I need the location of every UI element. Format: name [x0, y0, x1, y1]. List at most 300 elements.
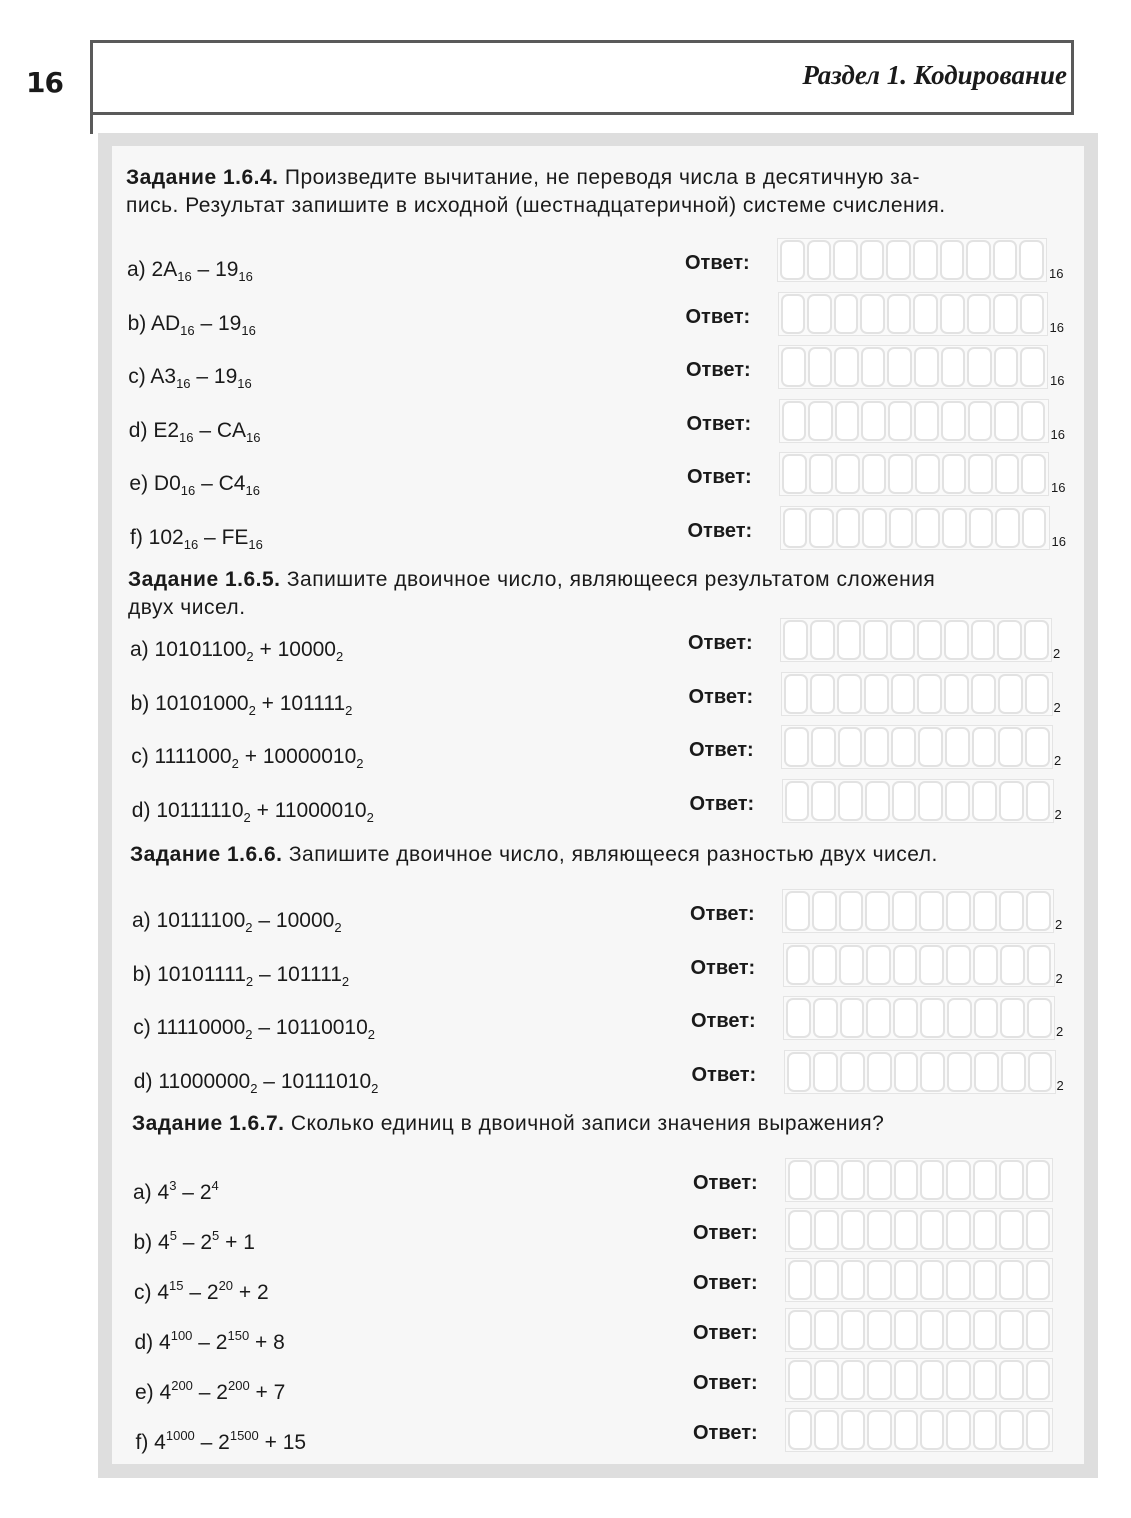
answer-digit-cell[interactable] — [788, 1160, 812, 1200]
answer-label: Ответ: — [688, 685, 754, 708]
answer-digit-cell[interactable] — [834, 347, 859, 387]
answer-digit-cell[interactable] — [920, 1260, 944, 1300]
answer-digit-cell[interactable] — [973, 1410, 997, 1450]
answer-digit-cell[interactable] — [785, 781, 810, 821]
answer-field[interactable] — [781, 725, 1053, 769]
answer-digit-cell[interactable] — [973, 1360, 997, 1400]
answer-digit-cell[interactable] — [811, 781, 836, 821]
answer-digit-cell[interactable] — [812, 891, 837, 931]
operand-base: 16 — [248, 537, 263, 552]
item-letter: b) — [130, 691, 150, 715]
answer-digit-cell[interactable] — [836, 508, 861, 548]
answer-field[interactable] — [782, 889, 1054, 933]
operand: AD — [150, 311, 181, 335]
answer-digit-cell[interactable] — [1019, 240, 1044, 280]
tail-term: + 7 — [255, 1381, 286, 1404]
answer-digit-cell[interactable] — [971, 674, 996, 714]
operand: 10101000 — [155, 691, 249, 715]
answer-digit-cell[interactable] — [967, 347, 992, 387]
answer-digit-cell[interactable] — [783, 620, 808, 660]
answer-base-subscript: 2 — [1054, 806, 1062, 822]
answer-digit-cell[interactable] — [1026, 1260, 1050, 1300]
answer-digit-cell[interactable] — [783, 508, 808, 548]
answer-digit-cell[interactable] — [782, 454, 807, 494]
answer-digit-cell[interactable] — [973, 891, 998, 931]
answer-digit-cell[interactable] — [920, 998, 945, 1038]
operand-base: 16 — [180, 483, 196, 499]
answer-digit-cell[interactable] — [887, 347, 912, 387]
answer-digit-cell[interactable] — [808, 401, 833, 441]
answer-digit-cell[interactable] — [968, 401, 993, 441]
answer-digit-cell[interactable] — [812, 945, 837, 985]
answer-digit-cell[interactable] — [1020, 347, 1045, 387]
answer-digit-cell[interactable] — [840, 998, 865, 1038]
answer-digit-cell[interactable] — [893, 945, 918, 985]
answer-digit-cell[interactable] — [1026, 1160, 1050, 1200]
problem-expression — [128, 312, 256, 338]
answer-digit-cell[interactable] — [809, 454, 834, 494]
answer-digit-cell[interactable] — [887, 294, 912, 334]
answer-digit-cell[interactable] — [891, 674, 916, 714]
answer-field[interactable] — [783, 996, 1055, 1040]
answer-digit-cell[interactable] — [1026, 1210, 1050, 1250]
tail-term: + 2 — [238, 1281, 269, 1304]
answer-field[interactable] — [780, 506, 1050, 550]
answer-field[interactable] — [780, 618, 1052, 662]
answer-digit-cell[interactable] — [788, 1360, 812, 1400]
answer-digit-cell[interactable] — [781, 347, 806, 387]
operand-base: 2 — [336, 649, 344, 664]
answer-digit-cell[interactable] — [865, 781, 890, 821]
answer-digit-cell[interactable] — [892, 781, 917, 821]
answer-digit-cell[interactable] — [973, 1310, 997, 1350]
answer-digit-cell[interactable] — [890, 620, 915, 660]
answer-digit-cell[interactable] — [972, 781, 997, 821]
answer-digit-cell[interactable] — [838, 727, 863, 767]
item-letter: e) — [129, 472, 149, 496]
answer-digit-cell[interactable] — [841, 1160, 865, 1200]
answer-digit-cell[interactable] — [966, 240, 991, 280]
answer-digit-cell[interactable] — [974, 998, 999, 1038]
answer-digit-cell[interactable] — [994, 401, 1019, 441]
answer-digit-cell[interactable] — [917, 674, 942, 714]
answer-digit-cell[interactable] — [862, 508, 887, 548]
answer-digit-cell[interactable] — [999, 1360, 1023, 1400]
answer-field[interactable] — [785, 1408, 1053, 1452]
answer-digit-cell[interactable] — [888, 454, 913, 494]
answer-digit-cell[interactable] — [782, 401, 807, 441]
answer-digit-cell[interactable] — [968, 454, 993, 494]
answer-label: Ответ: — [690, 903, 755, 925]
answer-base-subscript: 2 — [1055, 970, 1063, 986]
answer-digit-cell[interactable] — [942, 454, 967, 494]
answer-field[interactable] — [785, 1308, 1053, 1352]
operator: – — [258, 1016, 271, 1040]
operand-base: 2 — [371, 1080, 379, 1096]
operand: D0 — [153, 472, 181, 496]
answer-digit-cell[interactable] — [944, 674, 969, 714]
answer-digit-cell[interactable] — [993, 294, 1018, 334]
answer-digit-cell[interactable] — [918, 727, 943, 767]
answer-digit-cell[interactable] — [941, 401, 966, 441]
answer-digit-cell[interactable] — [945, 781, 970, 821]
answer-digit-cell[interactable] — [1028, 1052, 1053, 1092]
answer-digit-cell[interactable] — [920, 1210, 944, 1250]
answer-field[interactable] — [779, 399, 1049, 443]
answer-digit-cell[interactable] — [946, 1360, 970, 1400]
answer-digit-cell[interactable] — [814, 1360, 838, 1400]
answer-digit-cell[interactable] — [810, 620, 835, 660]
answer-digit-cell[interactable] — [841, 1310, 865, 1350]
answer-digit-cell[interactable] — [920, 1410, 944, 1450]
answer-digit-cell[interactable] — [944, 620, 969, 660]
answer-digit-cell[interactable] — [863, 620, 888, 660]
answer-digit-cell[interactable] — [999, 1410, 1023, 1450]
answer-digit-cell[interactable] — [945, 727, 970, 767]
operand-base: 16 — [179, 429, 194, 445]
item-letter: f) — [135, 1431, 149, 1454]
answer-digit-cell[interactable] — [1025, 727, 1050, 767]
answer-digit-cell[interactable] — [861, 347, 886, 387]
operator: – — [189, 1281, 202, 1304]
task-label: Задание 1.6.4. — [126, 166, 279, 189]
answer-digit-cell[interactable] — [1021, 401, 1046, 441]
operand: 10000 — [275, 909, 335, 932]
task-text: Произведите вычитание, не переводя числа в десятичную за- — [284, 166, 920, 189]
exponent: 100 — [170, 1328, 193, 1343]
operand: 10111110 — [156, 798, 244, 822]
answer-digit-cell[interactable] — [787, 1052, 812, 1092]
answer-digit-cell[interactable] — [886, 240, 911, 280]
answer-digit-cell[interactable] — [997, 620, 1022, 660]
item-letter: a) — [132, 909, 151, 932]
answer-digit-cell[interactable] — [1021, 454, 1046, 494]
answer-digit-cell[interactable] — [814, 1410, 838, 1450]
problem-expression — [133, 1178, 219, 1205]
answer-digit-cell[interactable] — [839, 945, 864, 985]
answer-digit-cell[interactable] — [973, 1260, 997, 1300]
operand: 101111 — [276, 962, 342, 986]
answer-digit-cell[interactable] — [1026, 1310, 1050, 1350]
answer-digit-cell[interactable] — [889, 508, 914, 548]
answer-digit-cell[interactable] — [867, 1052, 892, 1092]
answer-digit-cell[interactable] — [1001, 1052, 1026, 1092]
operand-base: 16 — [237, 376, 252, 392]
operand-base: 2 — [250, 1080, 258, 1096]
exponent: 1500 — [229, 1428, 259, 1443]
answer-digit-cell[interactable] — [1026, 1360, 1050, 1400]
answer-digit-cell[interactable] — [1026, 781, 1051, 821]
answer-digit-cell[interactable] — [913, 240, 938, 280]
answer-digit-cell[interactable] — [867, 1360, 891, 1400]
answer-digit-cell[interactable] — [860, 240, 885, 280]
answer-digit-cell[interactable] — [913, 294, 938, 334]
answer-digit-cell[interactable] — [862, 454, 887, 494]
answer-digit-cell[interactable] — [833, 240, 858, 280]
answer-digit-cell[interactable] — [999, 1310, 1023, 1350]
answer-digit-cell[interactable] — [999, 1160, 1023, 1200]
answer-field[interactable] — [785, 1158, 1053, 1202]
answer-digit-cell[interactable] — [780, 240, 805, 280]
answer-digit-cell[interactable] — [813, 998, 838, 1038]
answer-digit-cell[interactable] — [811, 727, 836, 767]
answer-digit-cell[interactable] — [788, 1410, 812, 1450]
problem-expression — [134, 1228, 255, 1255]
answer-digit-cell[interactable] — [835, 401, 860, 441]
answer-digit-cell[interactable] — [835, 454, 860, 494]
exponent: 200 — [171, 1378, 193, 1393]
answer-digit-cell[interactable] — [865, 891, 890, 931]
answer-digit-cell[interactable] — [918, 781, 943, 821]
answer-digit-cell[interactable] — [786, 998, 811, 1038]
operand: 101111 — [279, 691, 346, 715]
task-1-6-6-header — [130, 841, 1070, 869]
answer-digit-cell[interactable] — [841, 1260, 865, 1300]
answer-digit-cell[interactable] — [920, 1310, 944, 1350]
answer-digit-cell[interactable] — [781, 294, 806, 334]
tail-term: + 15 — [264, 1431, 307, 1454]
power-base: 2 — [199, 1181, 212, 1204]
task-label: Задание 1.6.5. — [128, 568, 281, 591]
answer-digit-cell[interactable] — [891, 727, 916, 767]
power-base: 4 — [157, 1181, 170, 1204]
answer-digit-cell[interactable] — [919, 891, 944, 931]
exponent: 15 — [169, 1278, 184, 1293]
answer-digit-cell[interactable] — [809, 508, 834, 548]
answer-digit-cell[interactable] — [998, 674, 1023, 714]
answer-digit-cell[interactable] — [940, 294, 965, 334]
answer-digit-cell[interactable] — [995, 508, 1020, 548]
operand: 10101100 — [154, 638, 247, 661]
answer-digit-cell[interactable] — [834, 294, 859, 334]
answer-digit-cell[interactable] — [788, 1310, 812, 1350]
answer-digit-cell[interactable] — [1024, 620, 1049, 660]
operand-base: 16 — [177, 269, 192, 284]
answer-digit-cell[interactable] — [867, 1410, 891, 1450]
answer-digit-cell[interactable] — [864, 727, 889, 767]
answer-digit-cell[interactable] — [999, 891, 1024, 931]
answer-digit-cell[interactable] — [786, 945, 811, 985]
answer-digit-cell[interactable] — [860, 294, 885, 334]
answer-base-subscript: 16 — [1049, 266, 1064, 281]
answer-digit-cell[interactable] — [999, 781, 1024, 821]
answer-digit-cell[interactable] — [946, 1160, 970, 1200]
answer-field[interactable] — [785, 1208, 1053, 1252]
answer-field[interactable] — [779, 452, 1049, 496]
problem-expression — [133, 1016, 375, 1042]
answer-label: Ответ: — [693, 1222, 758, 1244]
answer-digit-cell[interactable] — [967, 294, 992, 334]
answer-field[interactable] — [785, 1358, 1053, 1402]
answer-digit-cell[interactable] — [841, 1360, 865, 1400]
answer-digit-cell[interactable] — [839, 891, 864, 931]
answer-digit-cell[interactable] — [894, 1160, 918, 1200]
answer-digit-cell[interactable] — [785, 891, 810, 931]
item-letter: a) — [133, 1181, 152, 1204]
answer-digit-cell[interactable] — [841, 1410, 865, 1450]
answer-digit-cell[interactable] — [813, 1052, 838, 1092]
operand: 102 — [148, 526, 184, 549]
answer-digit-cell[interactable] — [999, 1210, 1023, 1250]
answer-digit-cell[interactable] — [864, 674, 889, 714]
operand: C4 — [218, 472, 246, 496]
answer-field[interactable] — [778, 292, 1048, 336]
answer-digit-cell[interactable] — [861, 401, 886, 441]
operand: 10101111 — [157, 962, 246, 986]
operand-base: 2 — [243, 809, 251, 825]
answer-field[interactable] — [782, 779, 1054, 823]
task-1-6-5-header — [128, 566, 1068, 622]
answer-digit-cell[interactable] — [946, 1260, 970, 1300]
answer-label: Ответ: — [686, 412, 752, 435]
answer-digit-cell[interactable] — [894, 1310, 918, 1350]
answer-base-subscript: 2 — [1055, 917, 1063, 932]
answer-field[interactable] — [783, 943, 1055, 987]
answer-digit-cell[interactable] — [946, 1210, 970, 1250]
answer-digit-cell[interactable] — [917, 620, 942, 660]
problem-expression — [132, 799, 374, 825]
problem-expression — [129, 472, 260, 498]
answer-digit-cell[interactable] — [1000, 998, 1025, 1038]
answer-digit-cell[interactable] — [867, 1210, 891, 1250]
answer-digit-cell[interactable] — [946, 891, 971, 931]
answer-digit-cell[interactable] — [841, 1210, 865, 1250]
answer-digit-cell[interactable] — [888, 401, 913, 441]
operand-base: 16 — [241, 322, 256, 338]
power-base: 2 — [216, 1381, 228, 1404]
answer-digit-cell[interactable] — [810, 674, 835, 714]
answer-digit-cell[interactable] — [1020, 294, 1045, 334]
answer-digit-cell[interactable] — [838, 781, 863, 821]
answer-digit-cell[interactable] — [807, 294, 832, 334]
operand: CA — [216, 418, 247, 442]
tail-term: + 8 — [255, 1331, 285, 1354]
answer-field[interactable] — [781, 672, 1053, 716]
answer-digit-cell[interactable] — [946, 1410, 970, 1450]
answer-digit-cell[interactable] — [866, 945, 891, 985]
answer-digit-cell[interactable] — [920, 1052, 945, 1092]
answer-digit-cell[interactable] — [993, 240, 1018, 280]
answer-digit-cell[interactable] — [814, 1210, 838, 1250]
operand: 2A — [151, 258, 178, 281]
answer-digit-cell[interactable] — [914, 401, 939, 441]
answer-digit-cell[interactable] — [1026, 1410, 1050, 1450]
answer-digit-cell[interactable] — [894, 1210, 918, 1250]
answer-digit-cell[interactable] — [920, 1360, 944, 1400]
answer-digit-cell[interactable] — [920, 1160, 944, 1200]
answer-digit-cell[interactable] — [788, 1260, 812, 1300]
operand-base: 2 — [245, 920, 253, 935]
operand-base: 16 — [176, 376, 191, 392]
answer-digit-cell[interactable] — [973, 1210, 997, 1250]
answer-digit-cell[interactable] — [994, 347, 1019, 387]
operator: + — [244, 745, 257, 769]
answer-digit-cell[interactable] — [1027, 998, 1052, 1038]
answer-digit-cell[interactable] — [940, 240, 965, 280]
item-letter: c) — [131, 745, 149, 769]
answer-digit-cell[interactable] — [837, 674, 862, 714]
answer-digit-cell[interactable] — [1022, 508, 1047, 548]
task-1-6-7-header — [132, 1110, 1072, 1138]
answer-digit-cell[interactable] — [867, 1160, 891, 1200]
answer-digit-cell[interactable] — [894, 1410, 918, 1450]
answer-digit-cell[interactable] — [972, 727, 997, 767]
answer-digit-cell[interactable] — [974, 1052, 999, 1092]
operand: 19 — [218, 311, 242, 335]
answer-digit-cell[interactable] — [946, 945, 971, 985]
operand-base: 2 — [231, 756, 239, 772]
answer-label: Ответ: — [693, 1422, 758, 1444]
operand: A3 — [150, 365, 177, 389]
answer-digit-cell[interactable] — [995, 454, 1020, 494]
answer-digit-cell[interactable] — [971, 620, 996, 660]
answer-digit-cell[interactable] — [784, 727, 809, 767]
answer-digit-cell[interactable] — [947, 1052, 972, 1092]
answer-digit-cell[interactable] — [1025, 674, 1050, 714]
answer-digit-cell[interactable] — [973, 1160, 997, 1200]
answer-field[interactable] — [785, 1258, 1053, 1302]
answer-digit-cell[interactable] — [998, 727, 1023, 767]
operator: – — [200, 311, 213, 335]
answer-digit-cell[interactable] — [866, 998, 891, 1038]
answer-digit-cell[interactable] — [915, 454, 940, 494]
answer-base-subscript: 16 — [1051, 480, 1066, 496]
answer-digit-cell[interactable] — [784, 674, 809, 714]
answer-digit-cell[interactable] — [973, 945, 998, 985]
answer-digit-cell[interactable] — [942, 508, 967, 548]
answer-digit-cell[interactable] — [915, 508, 940, 548]
item-letter: a) — [127, 258, 146, 281]
answer-field[interactable] — [778, 345, 1048, 389]
problem-expression — [127, 258, 253, 284]
answer-digit-cell[interactable] — [1027, 945, 1052, 985]
answer-digit-cell[interactable] — [969, 508, 994, 548]
answer-base-subscript: 16 — [1050, 373, 1065, 389]
item-letter: d) — [131, 798, 151, 822]
answer-digit-cell[interactable] — [814, 1310, 838, 1350]
answer-digit-cell[interactable] — [894, 1260, 918, 1300]
answer-digit-cell[interactable] — [894, 1360, 918, 1400]
answer-field[interactable] — [777, 238, 1047, 282]
answer-digit-cell[interactable] — [867, 1310, 891, 1350]
answer-digit-cell[interactable] — [1026, 891, 1051, 931]
answer-digit-cell[interactable] — [947, 998, 972, 1038]
answer-digit-cell[interactable] — [837, 620, 862, 660]
answer-digit-cell[interactable] — [814, 1160, 838, 1200]
answer-field[interactable] — [784, 1050, 1056, 1094]
answer-digit-cell[interactable] — [840, 1052, 865, 1092]
answer-digit-cell[interactable] — [867, 1260, 891, 1300]
answer-digit-cell[interactable] — [892, 891, 917, 931]
operator: – — [263, 1069, 275, 1093]
answer-digit-cell[interactable] — [808, 347, 833, 387]
answer-digit-cell[interactable] — [914, 347, 939, 387]
operand-base: 2 — [356, 756, 364, 772]
answer-digit-cell[interactable] — [893, 998, 918, 1038]
answer-digit-cell[interactable] — [814, 1260, 838, 1300]
answer-digit-cell[interactable] — [941, 347, 966, 387]
answer-digit-cell[interactable] — [999, 1260, 1023, 1300]
operator: – — [199, 418, 212, 442]
answer-digit-cell[interactable] — [807, 240, 832, 280]
answer-digit-cell[interactable] — [788, 1210, 812, 1250]
answer-digit-cell[interactable] — [894, 1052, 919, 1092]
answer-digit-cell[interactable] — [919, 945, 944, 985]
operator: – — [196, 365, 209, 389]
answer-digit-cell[interactable] — [946, 1310, 970, 1350]
answer-digit-cell[interactable] — [1000, 945, 1025, 985]
power-base: 4 — [157, 1281, 170, 1304]
